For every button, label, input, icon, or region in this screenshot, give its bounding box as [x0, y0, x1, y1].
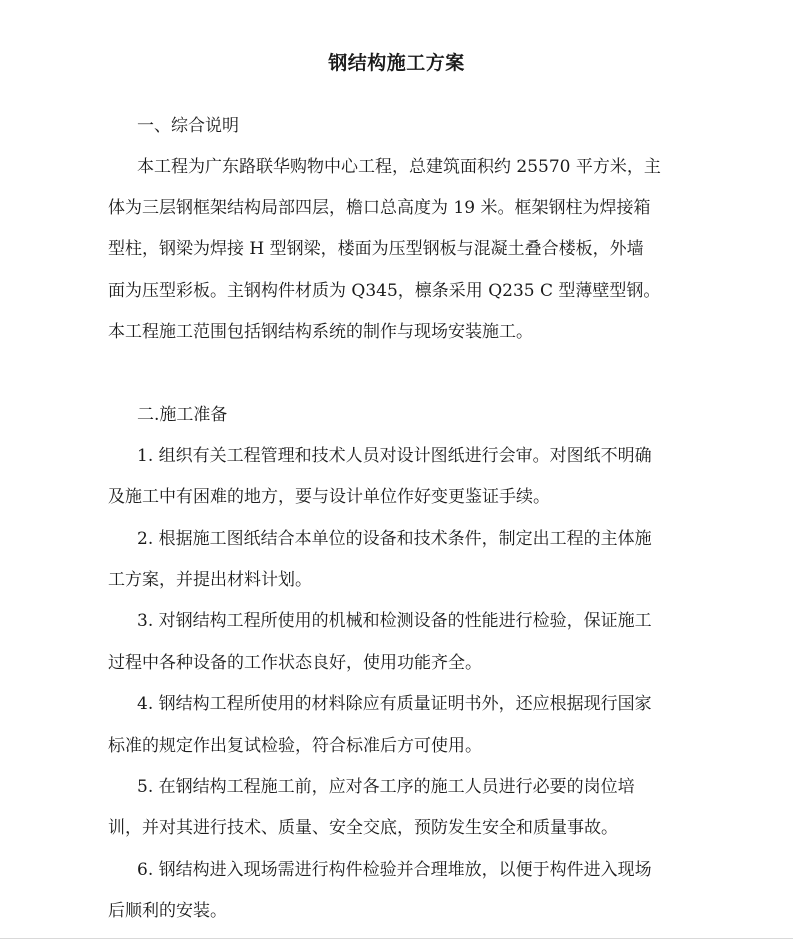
list-item-line: 标准的规定作出复试检验，符合标准后方可使用。	[108, 736, 482, 756]
paragraph-line: 本工程为广东路联华购物中心工程，总建筑面积约 25570 平方米，主	[137, 157, 661, 177]
section-heading-preparation: 二.施工准备	[137, 405, 228, 425]
list-item-line: 工方案，并提出材料计划。	[108, 570, 312, 590]
list-item-line: 5. 在钢结构工程施工前，应对各工序的施工人员进行必要的岗位培	[137, 777, 635, 797]
list-item-line: 及施工中有困难的地方，要与设计单位作好变更鉴证手续。	[108, 487, 550, 507]
paragraph-line: 型柱，钢梁为焊接 H 型钢梁，楼面为压型钢板与混凝土叠合楼板，外墙	[108, 239, 644, 259]
page-bottom-divider	[0, 938, 793, 939]
list-item-line: 4. 钢结构工程所使用的材料除应有质量证明书外，还应根据现行国家	[137, 694, 652, 714]
section-heading-general: 一、综合说明	[137, 116, 239, 136]
list-item-line: 2. 根据施工图纸结合本单位的设备和技术条件，制定出工程的主体施	[137, 529, 652, 549]
list-item-line: 后顺利的安装。	[108, 901, 227, 921]
list-item-line: 训，并对其进行技术、质量、安全交底，预防发生安全和质量事故。	[108, 818, 618, 838]
paragraph-line: 面为压型彩板。主钢构件材质为 Q345，檩条采用 Q235 C 型薄壁型钢。	[108, 281, 661, 301]
list-item-line: 6. 钢结构进入现场需进行构件检验并合理堆放，以便于构件进入现场	[137, 860, 652, 880]
list-item-line: 3. 对钢结构工程所使用的机械和检测设备的性能进行检验，保证施工	[137, 611, 652, 631]
list-item-line: 1. 组织有关工程管理和技术人员对设计图纸进行会审。对图纸不明确	[137, 446, 652, 466]
list-item-line: 过程中各种设备的工作状态良好，使用功能齐全。	[108, 653, 482, 673]
document-title: 钢结构施工方案	[328, 52, 465, 74]
paragraph-line: 体为三层钢框架结构局部四层，檐口总高度为 19 米。框架钢柱为焊接箱	[108, 198, 651, 218]
paragraph-line: 本工程施工范围包括钢结构系统的制作与现场安装施工。	[108, 322, 533, 342]
